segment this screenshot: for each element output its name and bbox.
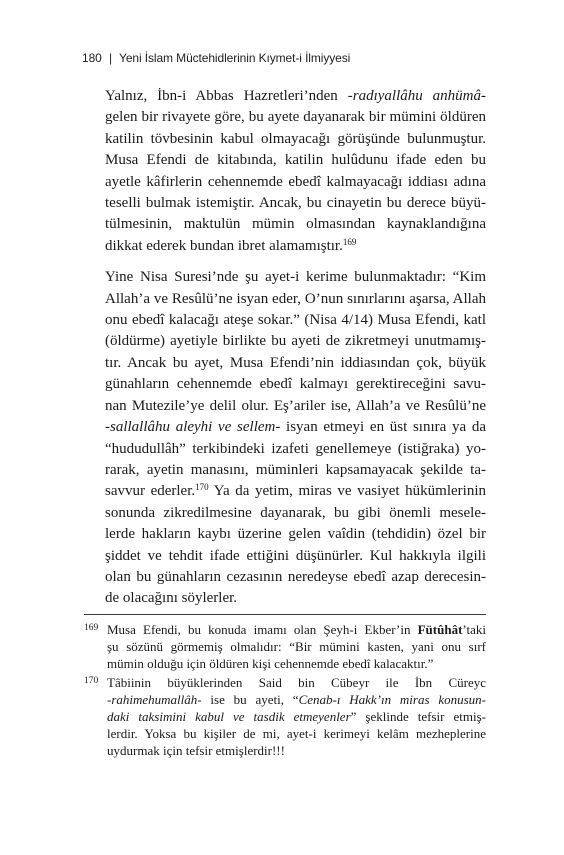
text-line: tır. Ancak bu ayet, Musa Efendi’nin iddiasından çok, büyük xyxy=(105,354,486,371)
footnote-line: lerdir. Yoksa bu kişiler de mi, ayet-i kerimeyi kelâm mezheplerine xyxy=(107,725,486,741)
text-line: rarak, ayetin manasını, müminleri kapsamayacak şekilde ta- xyxy=(105,461,486,478)
main-text xyxy=(84,86,486,610)
text-line: Musa Efendi de kitabında, katilin hulûdunu ifade eden bu xyxy=(105,152,486,169)
text-line: olan bu günahların cezasının neredeyse ebedî azap derecesin- xyxy=(105,568,486,585)
text-line: -sallallâhu aleyhi ve sellem- isyan etmeyi en üst sınıra ya da xyxy=(105,419,486,436)
text-line: (öldürme) ayetiyle birlikte bu ayeti de zikretmeyi unutmamış- xyxy=(105,333,486,350)
footnote-number: 170 xyxy=(84,676,99,687)
footnote-ref-169[interactable]: 169 xyxy=(342,236,357,247)
text-line: dikkat ederek bundan ibret alamamıştır.$^{169}$ xyxy=(105,236,357,254)
text-line: tülmesinin, maktulün mümin olmasından kaynaklandığına xyxy=(105,216,486,233)
paragraph-1 xyxy=(84,86,486,257)
running-header xyxy=(82,51,502,65)
book-title: Yeni İslam Müctehidlerinin Kıymet-i İlmiyyesi xyxy=(119,51,351,65)
text-line: onu ebedî kalacağı ateşe sokar.” (Nisa 4/14) Musa Efendi, katl xyxy=(105,312,486,329)
footnote-ref-170[interactable]: 170 xyxy=(195,482,209,493)
footnote-line: mümin olduğu için öldüren kişi cehennemde ebedî kalacaktır.” xyxy=(107,655,434,671)
text-line: günahların cehennemde ebedî kalmayı gerektireceğini savu- xyxy=(105,376,486,393)
header-separator: | xyxy=(108,51,112,65)
text-line: “hududullâh” terkibindeki izafeti genellemeye (istiğraka) yo- xyxy=(105,440,486,457)
paragraph-2 xyxy=(84,267,486,610)
text-line: Yalnız, İbn-i Abbas Hazretleri’nden -radıyallâhu anhümâ- xyxy=(105,88,487,104)
footnote-line: daki taksimini kabul ve tasdik etmeyenler” şeklinde tefsir etmiş- xyxy=(107,708,486,724)
footnote-line: uydurmak için tefsir etmişlerdir!!! xyxy=(107,742,285,758)
footnote-number: 169 xyxy=(84,623,99,633)
footnote-line: şu sözünü görmemiş olmalıdır: “Bir mümini kasten, yani onu sırf xyxy=(107,638,486,654)
text-line: katilin tövbesinin kabul olmayacağı görüşünde bulunmuştur. xyxy=(105,130,486,147)
text-line: nan Mutezile’ye delil olur. Eş’ariler ise, Allah’a ve Resûlü’ne xyxy=(105,397,486,414)
text-line: Allah’a ve Resûlü’ne isyan eder, O’nun sınırlarını aşarsa, Allah xyxy=(105,290,486,307)
text-line: ayetle kâfirlerin cehennemde ebedî kalmayacağı iddiası adına xyxy=(105,173,486,190)
footnote-170 xyxy=(84,675,486,759)
footnotes xyxy=(84,622,486,762)
text-line: lerde hakların kaybı üzerine gelen vaîdin (tehdidin) özel bir xyxy=(105,526,486,543)
footnote-line: Tâbiinin büyüklerinden Said bin Cübeyr ile İbn Cüreyc xyxy=(107,675,486,691)
text-line: sonunda zikredilmesine dayanarak, bu gibi önemli mesele- xyxy=(105,504,486,521)
text-line: de olacağını söylerler. xyxy=(105,590,238,607)
footnote-line: -rahimehumallâh- ise bu ayeti, “Cenab-ı Hakk’ın miras konusun- xyxy=(107,692,487,708)
footnote-divider xyxy=(84,614,486,615)
text-line: teselli bulmak istemiştir. Ancak, bu cinayetin bu derece büyü- xyxy=(105,195,486,212)
footnote-line: Musa Efendi, bu konuda imamı olan Şeyh-i Ekber’in Fütûhât’taki xyxy=(107,622,486,637)
footnote-169 xyxy=(84,622,486,672)
text-line: şiddet ve tehdit ifade ettiğini düşünürler. Kul hakkıyla ilgili xyxy=(105,547,486,564)
text-line: Yine Nisa Suresi’nde şu ayet-i kerime bulunmaktadır: “Kim xyxy=(105,269,486,286)
text-line: gelen bir rivayete göre, bu ayete dayanarak bir mümini öldüren xyxy=(105,109,486,126)
page-number: 180 xyxy=(82,51,102,65)
text-line: savvur ederler.$^{170}$ Ya da yetim, miras ve vasiyet hükümlerinin xyxy=(105,482,487,500)
